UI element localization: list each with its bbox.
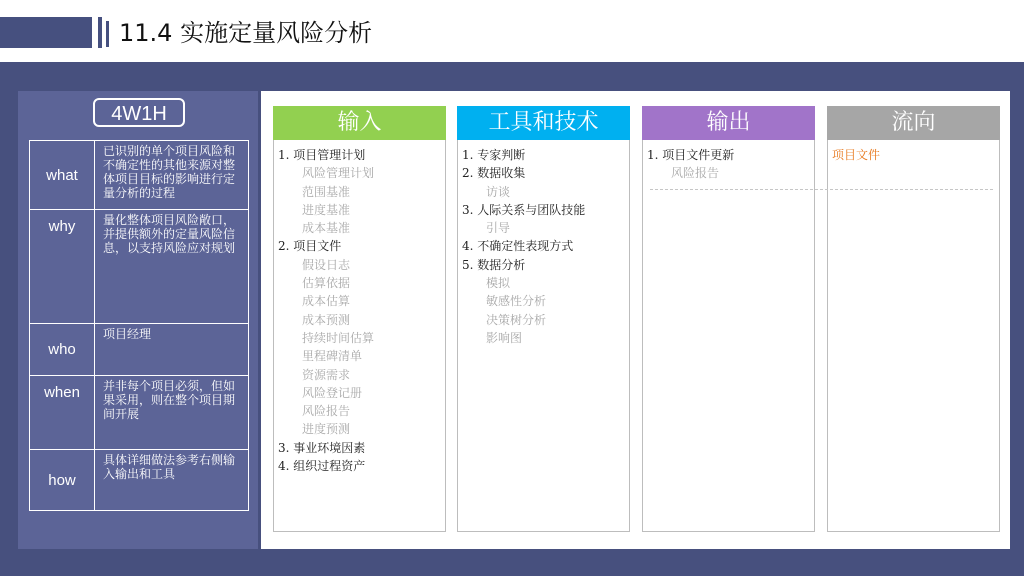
page-title: 11.4 实施定量风险分析 <box>119 19 373 47</box>
tools-item: 影响图 <box>486 330 523 345</box>
row-value-why: 量化整体项目风险敞口，并提供额外的定量风险信息，以支持风险应对规划 <box>95 210 249 324</box>
input-item: 4. 组织过程资产 <box>278 459 366 474</box>
input-item: 范围基准 <box>302 184 351 199</box>
input-item: 进度基准 <box>302 202 351 217</box>
row-key-what: what <box>30 141 95 210</box>
output-item: 风险报告 <box>671 166 720 181</box>
output-column <box>642 106 815 532</box>
header-divider-mark <box>106 21 109 47</box>
tools-item: 1. 专家判断 <box>462 148 526 162</box>
input-item: 3. 事业环境因素 <box>278 440 366 455</box>
row-value-how: 具体详细做法参考右侧输入输出和工具 <box>95 450 249 511</box>
table-row <box>30 210 249 324</box>
input-item: 风险管理计划 <box>302 166 375 181</box>
input-item: 假设日志 <box>302 257 351 272</box>
tools-item: 访谈 <box>486 184 511 199</box>
output-column-header: 输出 <box>642 106 815 140</box>
row-key-why: why <box>30 210 95 324</box>
flow-item: 项目文件 <box>832 148 881 162</box>
input-item: 成本估算 <box>302 294 351 309</box>
4w1h-title: 4W1H <box>93 98 185 127</box>
row-value-what: 已识别的单个项目风险和不确定性的其他来源对整体项目目标的影响进行定量分析的过程 <box>95 141 249 210</box>
input-item: 成本预测 <box>302 312 351 327</box>
output-item: 1. 项目文件更新 <box>647 148 735 162</box>
input-column-header: 输入 <box>273 106 446 140</box>
tools-item: 模拟 <box>486 276 511 291</box>
table-row <box>30 141 249 210</box>
input-item: 2. 项目文件 <box>278 239 342 254</box>
table-row <box>30 324 249 376</box>
tools-item: 4. 不确定性表现方式 <box>462 239 574 254</box>
flow-column <box>827 106 1000 532</box>
tools-item: 决策树分析 <box>486 312 547 327</box>
output-column-body <box>642 140 815 532</box>
row-key-how: how <box>30 450 95 511</box>
input-item: 持续时间估算 <box>302 330 375 345</box>
tools-column-body <box>457 140 630 532</box>
table-row <box>30 450 249 511</box>
input-column-body <box>273 140 446 532</box>
tools-item: 敏感性分析 <box>486 294 547 309</box>
header-accent-bar <box>0 17 92 48</box>
row-key-who: who <box>30 324 95 376</box>
input-item: 1. 项目管理计划 <box>278 148 366 162</box>
tools-item: 引导 <box>486 221 511 236</box>
tools-column-header: 工具和技术 <box>457 106 630 140</box>
input-item: 风险报告 <box>302 404 351 419</box>
input-item: 进度预测 <box>302 422 351 437</box>
tools-column <box>457 106 630 532</box>
tools-item: 5. 数据分析 <box>462 257 526 272</box>
flow-column-header: 流向 <box>827 106 1000 140</box>
input-item: 成本基准 <box>302 221 351 236</box>
input-item: 风险登记册 <box>302 385 363 400</box>
flow-column-body <box>827 140 1000 532</box>
4w1h-table <box>29 140 249 511</box>
row-key-when: when <box>30 376 95 450</box>
output-flow-divider <box>650 189 993 190</box>
input-item: 估算依据 <box>302 276 351 291</box>
row-value-when: 并非每个项目必须，但如果采用，则在整个项目期间开展 <box>95 376 249 450</box>
tools-item: 3. 人际关系与团队技能 <box>462 202 586 217</box>
row-value-who: 项目经理 <box>95 324 249 376</box>
input-column <box>273 106 446 532</box>
tools-item: 2. 数据收集 <box>462 166 526 181</box>
table-row <box>30 376 249 450</box>
input-item: 里程碑清单 <box>302 349 363 364</box>
header-divider-mark <box>98 17 102 48</box>
input-item: 资源需求 <box>302 367 351 382</box>
